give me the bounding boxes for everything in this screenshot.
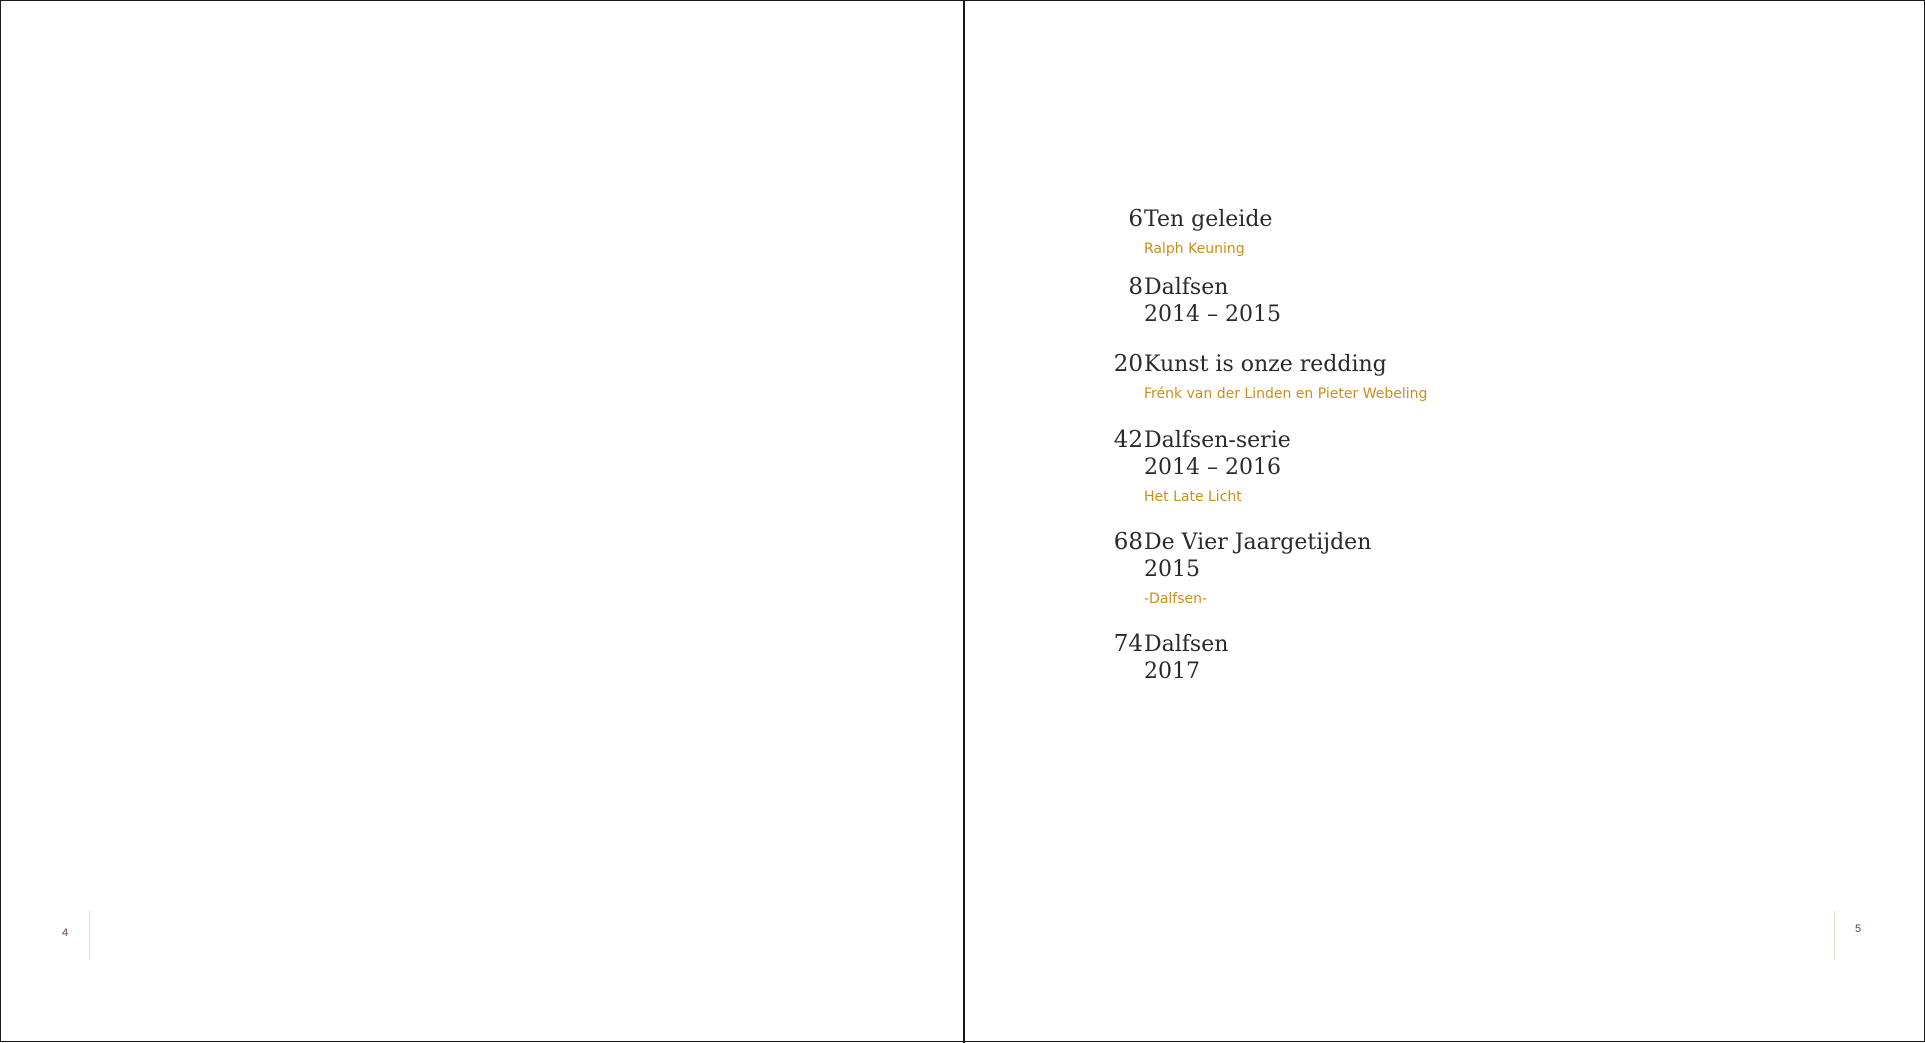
- toc-title: Dalfsen-serie: [1144, 428, 1291, 453]
- toc-author: -Dalfsen-: [1144, 591, 1208, 607]
- right-page-number: 5: [1855, 923, 1862, 935]
- left-page-number: 4: [62, 927, 69, 939]
- toc-page-number: 74: [1113, 631, 1143, 657]
- toc-page-number: 20: [1113, 351, 1143, 377]
- right-folio-rule: [1834, 911, 1835, 959]
- toc-author: Ralph Keuning: [1144, 241, 1245, 257]
- toc-page-number: 6: [1128, 206, 1143, 232]
- toc-author: Het Late Licht: [1144, 489, 1242, 505]
- toc-title: Dalfsen: [1144, 275, 1229, 300]
- toc-page-number: 68: [1113, 529, 1143, 555]
- left-folio-rule: [89, 911, 90, 959]
- toc-title: De Vier Jaargetijden: [1144, 530, 1372, 555]
- toc-title: Dalfsen: [1144, 632, 1229, 657]
- toc-page-number: 42: [1113, 427, 1143, 453]
- toc-title: Kunst is onze redding: [1144, 352, 1387, 377]
- left-page: [1, 1, 963, 1043]
- right-page: [965, 1, 1925, 1043]
- toc-years: 2014 – 2015: [1144, 302, 1281, 327]
- toc-years: 2015: [1144, 557, 1200, 582]
- toc-page-number: 8: [1128, 274, 1143, 300]
- toc-years: 2017: [1144, 659, 1200, 684]
- toc-years: 2014 – 2016: [1144, 455, 1281, 480]
- toc-title: Ten geleide: [1144, 207, 1273, 232]
- toc-author: Frénk van der Linden en Pieter Webeling: [1144, 386, 1428, 402]
